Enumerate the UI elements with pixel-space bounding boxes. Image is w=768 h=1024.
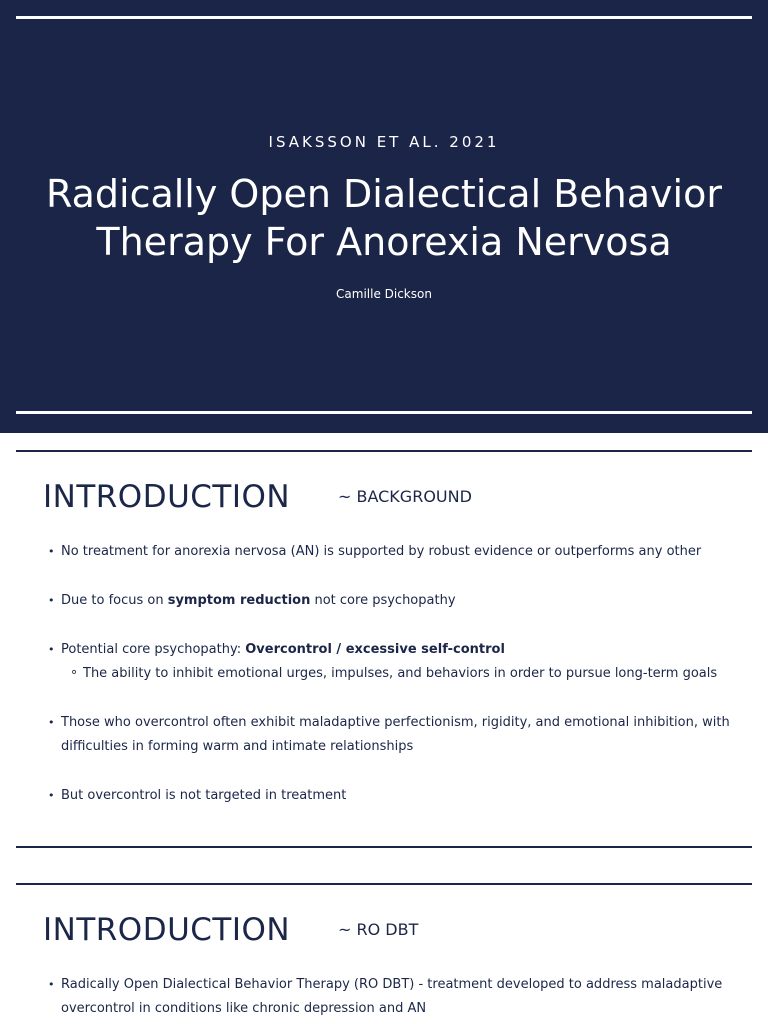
citation-kicker: ISAKSSON ET AL. 2021 [268, 133, 500, 151]
bullet-item: • No treatment for anorexia nervosa (AN) is supported by robust evidence or outperforms any other [48, 540, 738, 564]
sub-bullet-list [61, 662, 738, 686]
bullet-list [48, 973, 738, 1024]
slide-bottom-rule [16, 846, 752, 848]
bullet-list [48, 540, 738, 833]
bullet-text: Potential core psychopathy: [61, 642, 246, 657]
sub-bullet-item: ∘ The ability to inhibit emotional urges, impulses, and behaviors in order to pursue long-term goals [61, 662, 738, 686]
bullet-item: • Radically Open Dialectical Behavior Therapy (RO DBT) - treatment developed to address maladaptive overcontrol in conditions like chronic depression and AN [48, 973, 738, 1021]
slide-top-rule [16, 883, 752, 885]
bullet-emphasis: Overcontrol / excessive self-control [245, 642, 505, 657]
bullet-item: • But overcontrol is not targeted in treatment [48, 784, 738, 808]
ro-dbt-slide [0, 866, 768, 1024]
bullet-text: Due to focus on [61, 593, 168, 608]
slide-heading: INTRODUCTION [43, 479, 291, 515]
bullet-item [48, 638, 738, 686]
title-top-rule [16, 16, 752, 19]
author-name: Camille Dickson [336, 287, 432, 301]
title-line-2: Therapy For Anorexia Nervosa [96, 220, 672, 264]
background-slide [0, 433, 768, 866]
slide-subheading: ~ RO DBT [338, 920, 419, 939]
presentation-title [20, 170, 748, 266]
bullet-item [48, 589, 738, 613]
bullet-emphasis: symptom reduction [167, 593, 311, 608]
slide-subheading: ~ BACKGROUND [338, 487, 472, 506]
title-bottom-rule [16, 411, 752, 414]
bullet-item: • Those who overcontrol often exhibit maladaptive perfectionism, rigidity, and emotional inhibition, with difficulties in forming warm and intimate relationships [48, 711, 738, 759]
bullet-text: not core psychopathy [310, 593, 456, 608]
title-slide [0, 0, 768, 433]
title-line-1: Radically Open Dialectical Behavior [46, 172, 722, 216]
slide-top-rule [16, 450, 752, 452]
slide-heading: INTRODUCTION [43, 912, 291, 948]
